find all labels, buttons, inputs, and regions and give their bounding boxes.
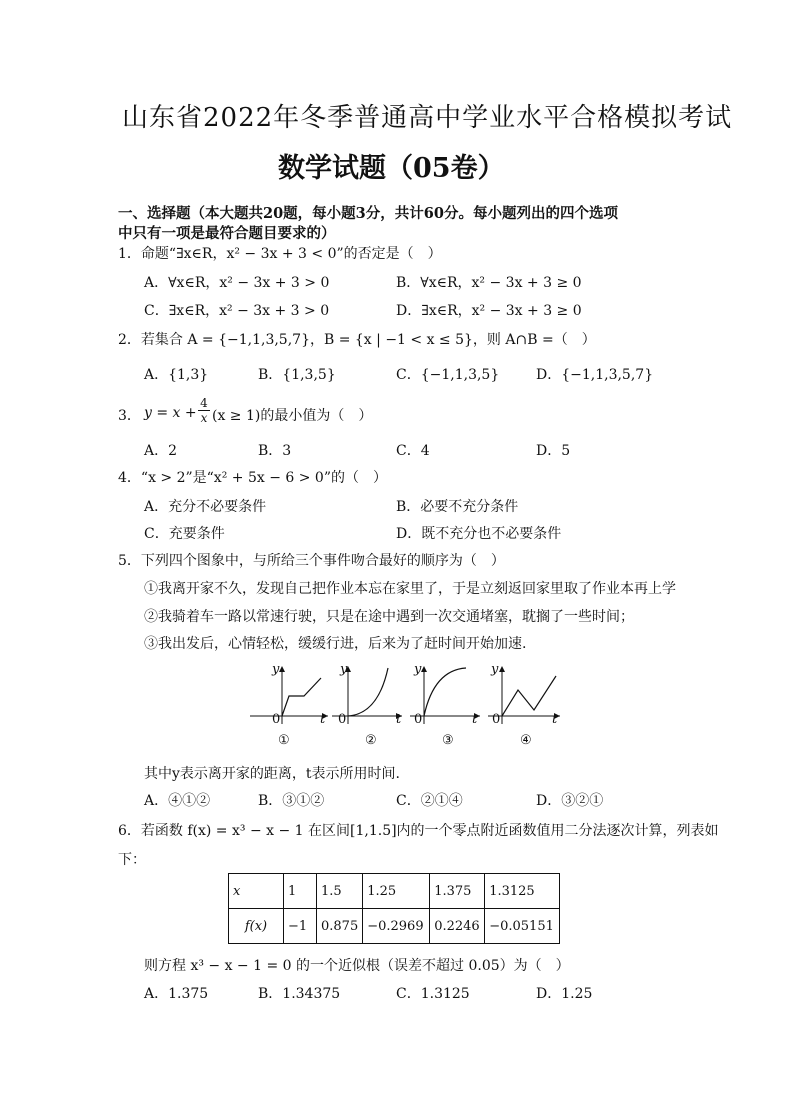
q5-option-c: C．②①④ [396, 793, 463, 809]
q3-fraction [198, 396, 210, 425]
table-cell: 1.375 [430, 874, 485, 909]
table-cell: −0.2969 [363, 909, 430, 944]
graph-1-y: y [272, 662, 280, 677]
graph-2-t: t [396, 712, 402, 727]
section-heading-line2: 中只有一项是最符合题目要求的） [118, 225, 336, 242]
q1-option-c: C．∃x∈R，x² − 3x + 3 > 0 [144, 303, 330, 319]
q3-frac-den: x [200, 411, 208, 425]
q6-option-c: C．1.3125 [396, 986, 470, 1002]
graph-4-origin: 0 [492, 712, 501, 727]
q3-option-b: B．3 [258, 443, 292, 459]
q3-rest: (x ≥ 1)的最小值为（ ） [212, 408, 373, 424]
q5-option-a: A．④①② [144, 793, 211, 809]
table-cell: 1.25 [363, 874, 430, 909]
graph-2-label: ② [365, 733, 377, 748]
graph-3-label: ③ [442, 733, 454, 748]
q5-option-b: B．③①② [258, 793, 325, 809]
q4-option-b: B．必要不充分条件 [396, 499, 519, 515]
graph-3-t: t [472, 712, 478, 727]
graph-3-origin: 0 [414, 712, 423, 727]
q1-stem: 1．命题“∃x∈R，x² − 3x + 3 < 0”的否定是（ ） [118, 246, 442, 262]
q3-number: 3． [118, 408, 141, 424]
table-cell: x [229, 874, 284, 909]
q6-option-b: B．1.34375 [258, 986, 341, 1002]
q5-event-2: ②我骑着车一路以常速行驶，只是在途中遇到一次交通堵塞，耽搁了一些时间； [144, 609, 634, 625]
q2-option-c: C．{−1,1,3,5} [396, 367, 500, 383]
graph-4-y: y [491, 662, 499, 677]
q1-option-d: D．∃x∈R，x² − 3x + 3 ≥ 0 [396, 303, 582, 319]
q6-stem-line3: 则方程 x³ − x − 1 = 0 的一个近似根（误差不超过 0.05）为（ ） [144, 958, 570, 974]
graph-4-label: ④ [520, 733, 532, 748]
q5-event-1: ①我离开家不久，发现自己把作业本忘在家里了，于是立刻返回家里取了作业本再上学 [144, 581, 676, 597]
q5-option-d: D．③②① [536, 793, 604, 809]
q6-stem-line1: 6．若函数 f(x) = x³ − x − 1 在区间[1,1.5]内的一个零点附近函数值用二分法逐次计算，列表如 [118, 823, 719, 839]
table-cell: 1.5 [317, 874, 363, 909]
q3-frac-num: 4 [198, 396, 210, 411]
graph-1-label: ① [278, 733, 290, 748]
table-row [229, 874, 560, 909]
q4-stem: 4．“x > 2”是“x² + 5x − 6 > 0”的（ ） [118, 470, 387, 486]
q5-stem: 5．下列四个图象中，与所给三个事件吻合最好的顺序为（ ） [118, 553, 505, 569]
q2-option-d: D．{−1,1,3,5,7} [536, 367, 654, 383]
q3-option-d: D．5 [536, 443, 571, 459]
graph-4-t: t [552, 712, 558, 727]
q1-option-b: B．∀x∈R，x² − 3x + 3 ≥ 0 [396, 275, 582, 291]
page-subtitle: 数学试题（05卷） [278, 153, 505, 184]
page-title: 山东省2022年冬季普通高中学业水平合格模拟考试 [122, 103, 733, 133]
q4-option-c: C．充要条件 [144, 526, 225, 542]
table-cell: −0.05151 [485, 909, 560, 944]
q2-option-a: A．{1,3} [144, 367, 209, 383]
table-cell: 1.3125 [485, 874, 560, 909]
q3-lhs: y = x + [144, 405, 197, 421]
q6-option-d: D．1.25 [536, 986, 593, 1002]
q5-event-3: ③我出发后，心情轻松，缓缓行进，后来为了赶时间开始加速. [144, 636, 527, 652]
table-row [229, 909, 560, 944]
table-cell: 1 [284, 874, 317, 909]
graph-2-y: y [340, 662, 348, 677]
q6-stem-line2: 下： [118, 852, 146, 868]
q3-option-c: C．4 [396, 443, 430, 459]
q3-option-a: A．2 [144, 443, 178, 459]
graph-2-origin: 0 [338, 712, 347, 727]
section-heading-line1: 一、选择题（本大题共20题，每小题3分，共计60分。每小题列出的四个选项 [118, 205, 618, 222]
q4-option-d: D．既不充分也不必要条件 [396, 526, 562, 542]
q5-note: 其中y表示离开家的距离，t表示所用时间. [144, 766, 400, 782]
graph-3-y: y [414, 662, 422, 677]
table-cell: f(x) [229, 909, 284, 944]
q4-option-a: A．充分不必要条件 [144, 499, 267, 515]
q2-option-b: B．{1,3,5} [258, 367, 336, 383]
q1-option-a: A．∀x∈R，x² − 3x + 3 > 0 [144, 275, 330, 291]
table-cell: 0.2246 [430, 909, 485, 944]
q6-table [228, 873, 560, 944]
graph-1-origin: 0 [272, 712, 281, 727]
table-cell: −1 [284, 909, 317, 944]
q6-option-a: A．1.375 [144, 986, 209, 1002]
table-cell: 0.875 [317, 909, 363, 944]
q2-stem: 2．若集合 A = {−1,1,3,5,7}，B = {x | −1 < x ≤ 5}，则 A∩B =（ ） [118, 332, 596, 348]
graph-1-t: t [320, 712, 326, 727]
